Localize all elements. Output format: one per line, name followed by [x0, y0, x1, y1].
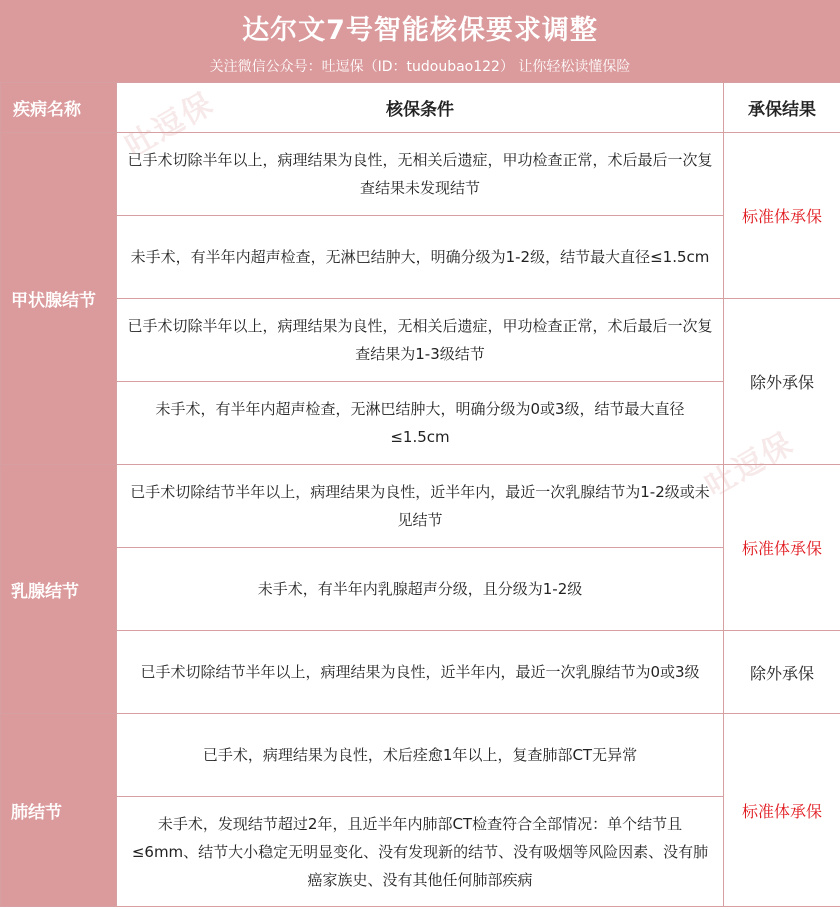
result-cell: 标准体承保	[724, 714, 840, 907]
condition-cell: 未手术，有半年内超声检查，无淋巴结肿大，明确分级为1-2级，结节最大直径≤1.5cm	[117, 216, 724, 299]
condition-cell: 未手术，有半年内乳腺超声分级，且分级为1-2级	[117, 548, 724, 631]
page-subtitle: 关注微信公众号：吐逗保（ID：tudoubao122） 让你轻松读懂保险	[209, 59, 631, 75]
condition-cell: 未手术，发现结节超过2年，且近半年内肺部CT检查符合全部情况：单个结节且≤6mm、结节大小稳定无明显变化、没有发现新的结节、没有吸烟等风险因素、没有肺癌家族史、没有其他任何肺部疾病	[117, 797, 724, 907]
condition-cell: 已手术切除结节半年以上，病理结果为良性，近半年内，最近一次乳腺结节为0或3级	[117, 631, 724, 714]
condition-cell: 已手术切除半年以上，病理结果为良性，无相关后遗症，甲功检查正常，术后最后一次复查结果未发现结节	[117, 133, 724, 216]
table-row	[1, 548, 840, 631]
table-row	[1, 797, 840, 907]
result-cell: 标准体承保	[724, 133, 840, 299]
table-row	[1, 714, 840, 797]
result-cell: 除外承保	[724, 299, 840, 465]
table-header-row	[1, 83, 840, 133]
condition-cell: 已手术，病理结果为良性，术后痊愈1年以上，复查肺部CT无异常	[117, 714, 724, 797]
header-result: 承保结果	[724, 83, 840, 133]
page-title: 达尔文7号智能核保要求调整	[242, 15, 598, 46]
header-disease: 疾病名称	[1, 83, 117, 133]
condition-cell: 已手术切除半年以上，病理结果为良性，无相关后遗症，甲功检查正常，术后最后一次复查结果为1-3级结节	[117, 299, 724, 382]
table-row	[1, 631, 840, 714]
page-header	[0, 0, 840, 82]
table-row	[1, 133, 840, 216]
result-cell: 标准体承保	[724, 465, 840, 631]
table-row	[1, 216, 840, 299]
condition-cell: 已手术切除结节半年以上，病理结果为良性，近半年内，最近一次乳腺结节为1-2级或未见结节	[117, 465, 724, 548]
watermark: 吐逗保	[699, 425, 801, 505]
header-condition: 核保条件	[117, 83, 724, 133]
condition-cell: 未手术，有半年内超声检查，无淋巴结肿大，明确分级为0或3级，结节最大直径≤1.5cm	[117, 382, 724, 465]
disease-breast: 乳腺结节	[1, 465, 117, 714]
watermark: 吐逗保	[119, 85, 221, 165]
underwriting-table	[0, 82, 840, 907]
result-cell: 除外承保	[724, 631, 840, 714]
table-row	[1, 465, 840, 548]
table-row	[1, 299, 840, 382]
disease-lung: 肺结节	[1, 714, 117, 907]
disease-thyroid: 甲状腺结节	[1, 133, 117, 465]
table-row	[1, 382, 840, 465]
